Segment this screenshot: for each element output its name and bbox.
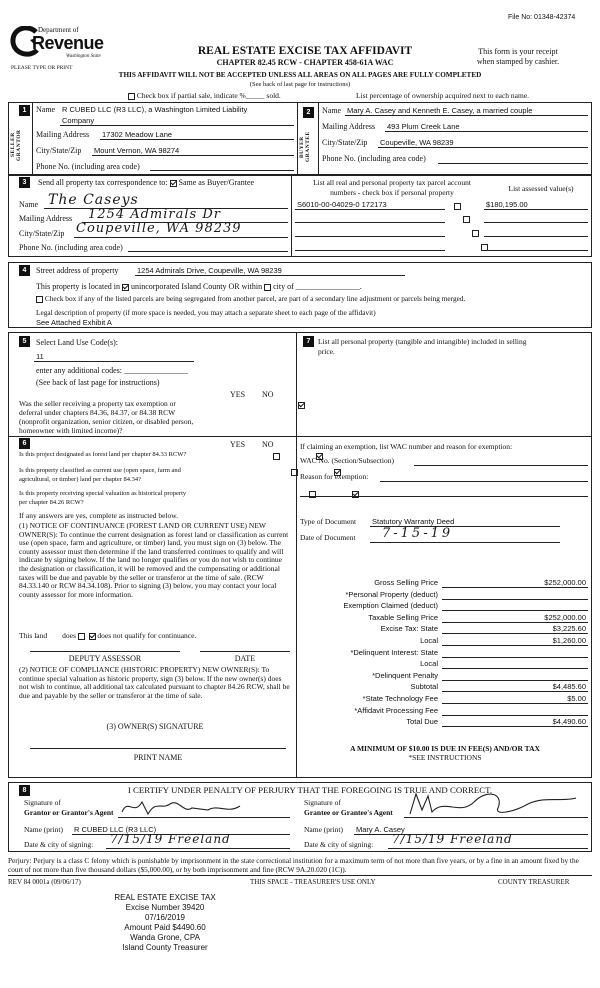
tax-row-label: Local bbox=[420, 636, 438, 645]
file-number: File No: 01348-42374 bbox=[508, 14, 576, 21]
continuance-qualify: This land does does not qualify for continuance. bbox=[19, 631, 197, 640]
treasurer-stamp: REAL ESTATE EXCISE TAX Excise Number 39420 07/16/2019 Amount Paid $4490.60 Wanda Grone, CPA Island County Treasurer bbox=[114, 893, 216, 952]
grantee-signature[interactable] bbox=[404, 788, 584, 818]
tax-row-underline bbox=[442, 691, 588, 692]
tax-row-value[interactable]: $3,225.60 bbox=[552, 624, 586, 633]
tax-row-value[interactable]: $1,260.00 bbox=[552, 636, 586, 645]
notice-of-compliance: (2) NOTICE OF COMPLIANCE (HISTORIC PROPERTY) NEW OWNER(S): To continue special valuation as historic property, sign (3) below. If the new owner(s) does not wish to continue, all additional tax calculated pursuant to chapter 84.26 RCW, shall be due and payable by the seller or transferor at the time of sale. bbox=[19, 665, 290, 700]
tax-row-underline bbox=[442, 668, 588, 669]
partial-sale-checkbox[interactable] bbox=[128, 93, 135, 100]
grantee-date-city[interactable]: 7/15/19 Freeland bbox=[392, 832, 513, 846]
warning-banner: THIS AFFIDAVIT WILL NOT BE ACCEPTED UNLESS ALL AREAS ON ALL PAGES ARE FULLY COMPLETED bbox=[118, 71, 482, 79]
exemption-question: Was the seller receiving a property tax exemption or deferral under chapters 84.36, 84.37, or 84.38 RCW (nonprofit organization, senior citizen, or disabled person, homeowner with limited income)? bbox=[19, 399, 194, 435]
tax-row-underline bbox=[442, 599, 588, 600]
form-title: REAL ESTATE EXCISE TAX AFFIDAVIT bbox=[197, 45, 413, 57]
city-checkbox[interactable] bbox=[264, 284, 271, 291]
tax-row-underline bbox=[442, 587, 588, 588]
grantor-date-city[interactable]: 7/15/19 Freeland bbox=[110, 832, 231, 846]
form-revision: REV 84 0001a (09/06/17) bbox=[8, 878, 81, 886]
tax-row-underline bbox=[442, 645, 588, 646]
seller-city[interactable]: Mount Vernon, WA 98274 bbox=[94, 146, 180, 155]
form-chapter: CHAPTER 82.45 RCW - CHAPTER 458-61A WAC bbox=[216, 58, 394, 67]
minimum-fee-note: A MINIMUM OF $10.00 IS DUE IN FEE(S) AND/OR TAX bbox=[350, 744, 540, 753]
document-type[interactable]: Statutory Warranty Deed bbox=[372, 517, 455, 526]
personal-property-checkbox-2[interactable] bbox=[463, 216, 470, 223]
section3-name[interactable]: The Caseys bbox=[48, 192, 139, 208]
tax-row-value[interactable]: $4,485.60 bbox=[552, 682, 586, 691]
perjury-notice: Perjury: Perjury is a class C felony which is punishable by imprisonment in the state correctional institution for a maximum term of not more than five years, or by a fine in an amount fixed by the court of not more than five thousand dollars ($5,000.00), or by both imprisonment and fine (RCW 9A.20.020 (1C)). bbox=[8, 856, 579, 874]
land-use-code[interactable]: 11 bbox=[36, 352, 44, 361]
buyer-mailing[interactable]: 493 Plum Creek Lane bbox=[387, 122, 460, 131]
does-not-qualify-checkbox[interactable] bbox=[89, 633, 96, 640]
buyer-name[interactable]: Mary A. Casey and Kenneth E. Casey, a married couple bbox=[347, 106, 533, 115]
tax-row-underline bbox=[442, 633, 588, 634]
parcel-number-1[interactable]: S6010-00-04029-0 172173 bbox=[297, 200, 387, 209]
tax-row-value[interactable]: $252,000.00 bbox=[544, 613, 586, 622]
unincorporated-checkbox[interactable] bbox=[122, 284, 129, 291]
property-location: This property is located in unincorporated Island County OR within city of ________________. bbox=[36, 282, 362, 291]
tax-row-underline bbox=[442, 703, 588, 704]
tax-row-underline bbox=[442, 657, 588, 658]
tax-row-label: *Delinquent Penalty bbox=[372, 671, 438, 680]
does-qualify-checkbox[interactable] bbox=[78, 633, 85, 640]
owner-signature-label: (3) OWNER(S) SIGNATURE bbox=[106, 722, 204, 731]
tax-row-label: Excise Tax: State bbox=[380, 624, 438, 633]
tax-row-underline bbox=[442, 622, 588, 623]
personal-property-checkbox-1[interactable] bbox=[454, 203, 461, 210]
tax-row-label: Total Due bbox=[406, 717, 438, 726]
current-use-yes-checkbox[interactable] bbox=[291, 469, 298, 476]
exemption-no-checkbox[interactable] bbox=[298, 402, 305, 409]
legal-description[interactable]: See Attached Exhibit A bbox=[36, 318, 112, 327]
tax-row-label: Subtotal bbox=[410, 682, 438, 691]
please-type: PLEASE TYPE OR PRINT bbox=[11, 65, 73, 71]
tax-row-value[interactable]: $5.00 bbox=[567, 694, 586, 703]
certify-statement: I CERTIFY UNDER PENALTY OF PERJURY THAT THE FOREGOING IS TRUE AND CORRECT. bbox=[127, 785, 493, 795]
section3-header: Send all property tax correspondence to: Same as Buyer/Grantee bbox=[38, 178, 255, 187]
tax-row-label: Gross Selling Price bbox=[374, 578, 438, 587]
forest-land-question: Is this project designated as forest land per chapter 84.33 RCW? bbox=[19, 451, 187, 458]
assessed-value-1[interactable]: $180,195.00 bbox=[486, 200, 528, 209]
buyer-phone: Phone No. (including area code) bbox=[322, 154, 426, 163]
current-use-question: Is this property classified as current use (open space, farm and agricultural, or timber) land per chapter 84.34? bbox=[19, 467, 181, 483]
tax-row-label: *Delinquent Interest: State bbox=[350, 648, 438, 657]
segregating-checkbox[interactable] bbox=[36, 296, 43, 303]
tax-row-underline bbox=[442, 715, 588, 716]
tax-row-underline bbox=[442, 610, 588, 611]
tax-row-value[interactable]: $4,490.60 bbox=[552, 717, 586, 726]
print-name-label: PRINT NAME bbox=[133, 753, 183, 762]
grantor-signature[interactable] bbox=[118, 796, 288, 818]
tax-row-label: *Personal Property (deduct) bbox=[345, 590, 438, 599]
property-street[interactable]: 1254 Admirals Drive, Coupeville, WA 98239 bbox=[137, 266, 282, 275]
tax-row-underline bbox=[442, 726, 588, 727]
tax-row-label: *State Technology Fee bbox=[362, 694, 438, 703]
notice-of-continuance: (1) NOTICE OF CONTINUANCE (FOREST LAND OR CURRENT USE) NEW OWNER(S): To continue the current designation as forest land or classification as current use (open space, farm and agriculture, or timber) land, you must sign on (3) below. The county assessor must then determine if the land transferred continues to qualify and will indicate by signing below. If the land no longer qualifies or you do not wish to continue the designation or classification, it will be removed and the compensating or additional taxes will be due and payable by the seller or transferor at the time of sale. (RCW 84.33.140 or RCW 84.34.108). Prior to signing (3) below, you may contact your local county assessor for more information. bbox=[19, 521, 289, 599]
additional-codes: enter any additional codes: ________________ bbox=[36, 366, 188, 375]
revenue-logo: Department of Revenue Washington State bbox=[8, 24, 118, 66]
forest-yes-checkbox[interactable] bbox=[273, 453, 280, 460]
partial-sale: Check box if partial sale, indicate %_____ sold. bbox=[128, 91, 281, 100]
segregating-note: Check box if any of the listed parcels are being segregated from another parcel, are part of a secondary line adjustment or parcels being merged. bbox=[36, 294, 465, 303]
exemption-reason-label: Reason for exemption: bbox=[300, 472, 369, 481]
tax-row-label: *Affidavit Processing Fee bbox=[354, 706, 438, 715]
grantor-name-print[interactable]: R CUBED LLC (R3 LLC) bbox=[74, 825, 157, 834]
seller-name[interactable]: R CUBED LLC (R3 LLC), a Washington Limited Liability bbox=[62, 105, 248, 114]
buyer-side-label: BUYER GRANTEE bbox=[299, 131, 311, 163]
seller-phone: Phone No. (including area code) bbox=[36, 162, 140, 171]
section3-city[interactable]: Coupeville, WA 98239 bbox=[76, 221, 242, 236]
section3-phone: Phone No. (including area code) bbox=[19, 243, 123, 252]
buyer-city[interactable]: Coupeville, WA 98239 bbox=[380, 138, 454, 147]
personal-property-checkbox-3[interactable] bbox=[472, 230, 479, 237]
tax-row-underline bbox=[442, 680, 588, 681]
deputy-assessor: DEPUTY ASSESSOR bbox=[68, 654, 142, 663]
tax-row-label: Exemption Claimed (deduct) bbox=[343, 601, 438, 610]
tax-row-value[interactable]: $252,000.00 bbox=[544, 578, 586, 587]
seller-side-label: SELLER GRANTOR bbox=[10, 129, 22, 161]
grantee-name-print[interactable]: Mary A. Casey bbox=[356, 825, 405, 834]
seller-mailing[interactable]: 17302 Meadow Lane bbox=[102, 130, 173, 139]
wac-number-label: WAC No. (Section/Subsection) bbox=[300, 456, 394, 465]
tax-row-label: Taxable Selling Price bbox=[368, 613, 438, 622]
same-as-buyer-checkbox[interactable] bbox=[170, 180, 177, 187]
historic-question: Is this property receiving special valuation as historical property per chapter 84.26 RCW? bbox=[19, 490, 187, 506]
section3-mailing[interactable]: 1254 Admirals Dr bbox=[88, 207, 221, 222]
tax-row-label: Local bbox=[420, 659, 438, 668]
document-date[interactable]: 7-15-19 bbox=[382, 526, 454, 541]
